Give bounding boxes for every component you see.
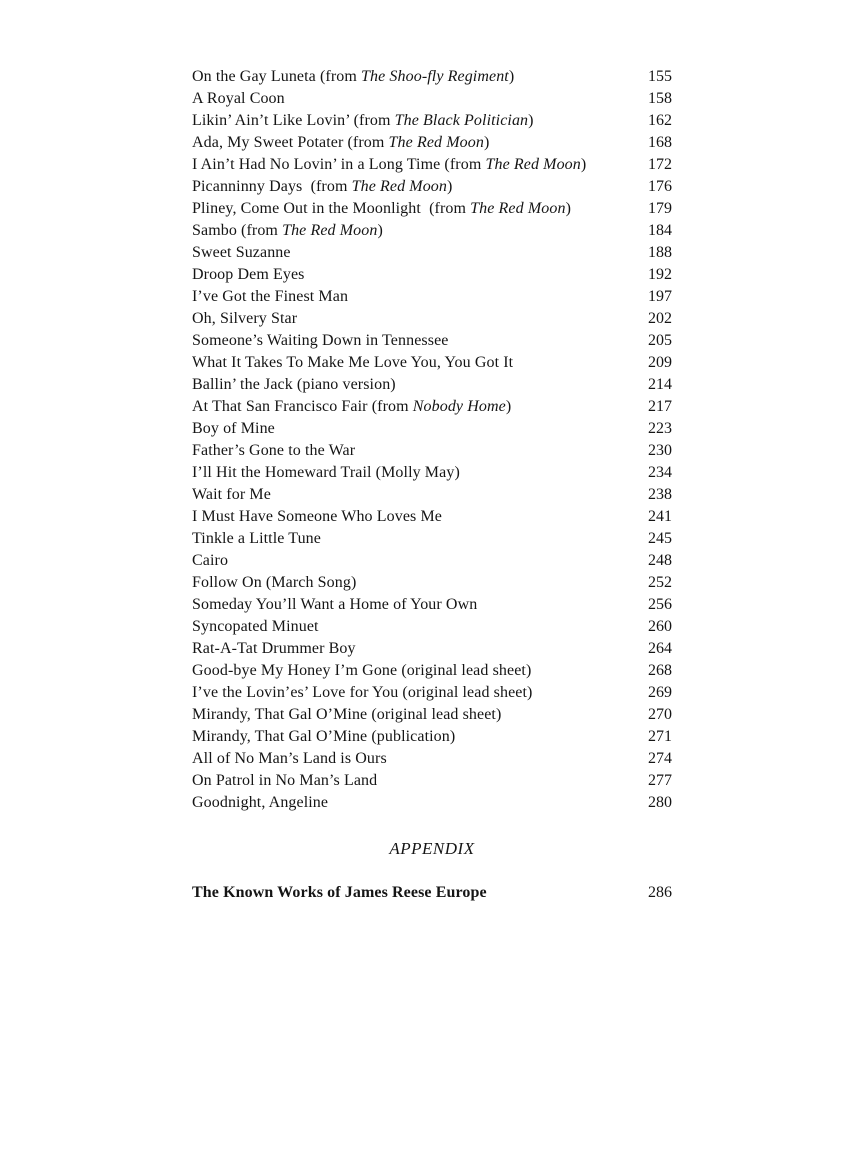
entry-title [192, 132, 489, 154]
entry-title [192, 352, 513, 374]
toc-row [192, 638, 672, 660]
entry-page-number: 197 [648, 288, 672, 305]
entry-title-part: Droop Dem Eyes [192, 266, 305, 283]
entry-page-number: 271 [648, 728, 672, 745]
entry-title-part: ) [508, 68, 515, 85]
entry-title-part: Follow On (March Song) [192, 574, 357, 591]
entry-title [192, 66, 514, 88]
entry-page-number: 286 [648, 884, 672, 901]
toc-row [192, 132, 672, 154]
entry-title-part: ) [483, 134, 490, 151]
toc-row [192, 484, 672, 506]
entry-title [192, 176, 452, 198]
toc-row [192, 660, 672, 682]
toc-row [192, 792, 672, 814]
entry-title-italic-part: The Red Moon [388, 134, 484, 151]
entry-title-part: ) [565, 200, 571, 217]
entry-title-part: Tinkle a Little Tune [192, 530, 321, 547]
entry-title [192, 882, 487, 904]
entry-title [192, 484, 271, 506]
appendix-list [192, 882, 672, 904]
toc-row [192, 594, 672, 616]
toc-row [192, 682, 672, 704]
entry-page-number: 192 [648, 266, 672, 283]
entry-title-part: On the Gay Luneta (from [192, 68, 362, 85]
toc-row [192, 110, 672, 132]
entry-page-number: 248 [648, 552, 672, 569]
entry-title-part: Likin’ Ain’t Like Lovin’ (from [192, 112, 395, 129]
entry-title-part: At That San Francisco Fair (from [192, 398, 413, 415]
toc-row [192, 572, 672, 594]
entry-title-part: I Must Have Someone Who Loves Me [192, 508, 442, 525]
entry-page-number: 176 [648, 178, 672, 195]
toc-row [192, 220, 672, 242]
entry-title [192, 550, 228, 572]
entry-title-italic-part: Nobody Home [412, 398, 506, 415]
toc-row [192, 396, 672, 418]
toc-row [192, 66, 672, 88]
toc-row [192, 330, 672, 352]
entry-page-number: 260 [648, 618, 672, 635]
entry-title-part: Someday You’ll Want a Home of Your Own [192, 596, 478, 613]
toc-row [192, 198, 672, 220]
entry-title-italic-part: The Red Moon [485, 156, 581, 173]
entry-title-part: I Ain’t Had No Lovin’ in a Long Time (from [192, 156, 486, 173]
entry-title [192, 594, 477, 616]
entry-page-number: 155 [648, 68, 672, 85]
entry-title-part: Someone’s Waiting Down in Tennessee [192, 332, 449, 349]
entry-page-number: 234 [648, 464, 672, 481]
entry-page-number: 168 [648, 134, 672, 151]
entry-title-part: Pliney, Come Out in the Moonlight (from [192, 200, 471, 217]
entry-title-part: ) [447, 178, 453, 195]
entry-title-italic-part: The Black Politician [394, 112, 529, 129]
entry-title [192, 506, 442, 528]
entry-title-part: Oh, Silvery Star [192, 310, 298, 327]
entry-title [192, 396, 511, 418]
entry-title [192, 154, 586, 176]
entry-title [192, 704, 501, 726]
entry-page-number: 162 [648, 112, 672, 129]
entry-title-part: Cairo [192, 552, 229, 569]
entry-title-part: What It Takes To Make Me Love You, You Got It [192, 354, 514, 371]
toc-row [192, 528, 672, 550]
entry-page-number: 214 [648, 376, 672, 393]
entry-title-part: Rat-A-Tat Drummer Boy [192, 640, 356, 657]
entry-title [192, 418, 275, 440]
entry-title-part: I’ve Got the Finest Man [192, 288, 349, 305]
entry-title-part: A Royal Coon [192, 90, 285, 107]
entry-page-number: 277 [648, 772, 672, 789]
entry-title-part: ) [580, 156, 587, 173]
entry-title [192, 242, 291, 264]
entry-title [192, 660, 531, 682]
entry-title-part: All of No Man’s Land is Ours [192, 750, 387, 767]
entry-title-part: Ada, My Sweet Potater (from [192, 134, 389, 151]
entry-page-number: 217 [648, 398, 672, 415]
entry-title [192, 572, 356, 594]
entry-page-number: 223 [648, 420, 672, 437]
toc-row [192, 440, 672, 462]
entry-title-part: ) [505, 398, 512, 415]
entry-title [192, 198, 571, 220]
entry-title-part: I’ll Hit the Homeward Trail (Molly May) [192, 464, 460, 481]
toc-row [192, 154, 672, 176]
entry-title [192, 264, 305, 286]
entry-title-part: Wait for Me [192, 486, 271, 503]
entry-page-number: 264 [648, 640, 672, 657]
entry-title-part: Mirandy, That Gal O’Mine (publication) [192, 728, 456, 745]
toc-row [192, 286, 672, 308]
entry-title-part: ) [528, 112, 534, 129]
entry-title-part: I’ve the Lovin’es’ Love for You (original lead sheet) [192, 684, 533, 701]
entry-title-part: The Known Works of James Reese Europe [192, 884, 487, 901]
entry-page-number: 184 [648, 222, 672, 239]
entry-title [192, 462, 460, 484]
entry-page-number: 269 [648, 684, 672, 701]
toc-row [192, 352, 672, 374]
entry-title-part: Picanninny Days (from [192, 178, 352, 195]
entry-title-part: On Patrol in No Man’s Land [192, 772, 378, 789]
toc-row [192, 88, 672, 110]
toc-row [192, 264, 672, 286]
entry-title [192, 638, 356, 660]
entry-page-number: 179 [648, 200, 672, 217]
entry-page-number: 158 [648, 90, 672, 107]
entry-title-part: Syncopated Minuet [192, 618, 319, 635]
toc-row [192, 770, 672, 792]
entry-title [192, 286, 348, 308]
entry-page-number: 270 [648, 706, 672, 723]
toc-row [192, 550, 672, 572]
entry-title [192, 308, 297, 330]
appendix-heading: APPENDIX [389, 839, 475, 858]
toc-row [192, 308, 672, 330]
entry-page-number: 188 [648, 244, 672, 261]
entry-title-italic-part: The Red Moon [282, 222, 378, 239]
entry-title-italic-part: The Shoo-fly Regiment [361, 68, 509, 85]
entry-title [192, 330, 448, 352]
entry-title [192, 88, 285, 110]
toc-row [192, 242, 672, 264]
table-of-contents [192, 66, 672, 814]
entry-page-number: 256 [648, 596, 672, 613]
entry-title [192, 440, 355, 462]
entry-page-number: 209 [648, 354, 672, 371]
entry-title [192, 616, 319, 638]
entry-page-number: 280 [648, 794, 672, 811]
entry-title-part: Good-bye My Honey I’m Gone (original lead sheet) [192, 662, 532, 679]
entry-page-number: 205 [648, 332, 672, 349]
entry-title [192, 770, 377, 792]
entry-page-number: 252 [648, 574, 672, 591]
toc-row [192, 462, 672, 484]
toc-row [192, 748, 672, 770]
toc-row [192, 418, 672, 440]
entry-title [192, 110, 534, 132]
entry-title [192, 528, 321, 550]
entry-title-italic-part: The Red Moon [470, 200, 566, 217]
entry-page-number: 268 [648, 662, 672, 679]
entry-title [192, 220, 383, 242]
toc-row [192, 374, 672, 396]
entry-title-part: Father’s Gone to the War [192, 442, 356, 459]
entry-page-number: 172 [648, 156, 672, 173]
entry-title [192, 726, 455, 748]
entry-title-part: Ballin’ the Jack (piano version) [192, 376, 396, 393]
entry-page-number: 230 [648, 442, 672, 459]
entry-page-number: 241 [648, 508, 672, 525]
entry-title-part: Boy of Mine [192, 420, 275, 437]
entry-page-number: 274 [648, 750, 672, 767]
entry-title-part: ) [377, 222, 383, 239]
toc-row [192, 616, 672, 638]
entry-title-part: Sweet Suzanne [192, 244, 291, 261]
entry-title [192, 748, 387, 770]
toc-row [192, 726, 672, 748]
entry-title-part: Mirandy, That Gal O’Mine (original lead sheet) [192, 706, 502, 723]
toc-row [192, 882, 672, 904]
toc-row [192, 506, 672, 528]
entry-title [192, 682, 532, 704]
toc-row [192, 704, 672, 726]
entry-page-number: 202 [648, 310, 672, 327]
entry-page-number: 238 [648, 486, 672, 503]
toc-row [192, 176, 672, 198]
entry-page-number: 245 [648, 530, 672, 547]
entry-title-italic-part: The Red Moon [351, 178, 448, 195]
entry-title-part: Goodnight, Angeline [192, 794, 329, 811]
entry-title [192, 374, 396, 396]
entry-title-part: Sambo (from [192, 222, 283, 239]
entry-title [192, 792, 328, 814]
